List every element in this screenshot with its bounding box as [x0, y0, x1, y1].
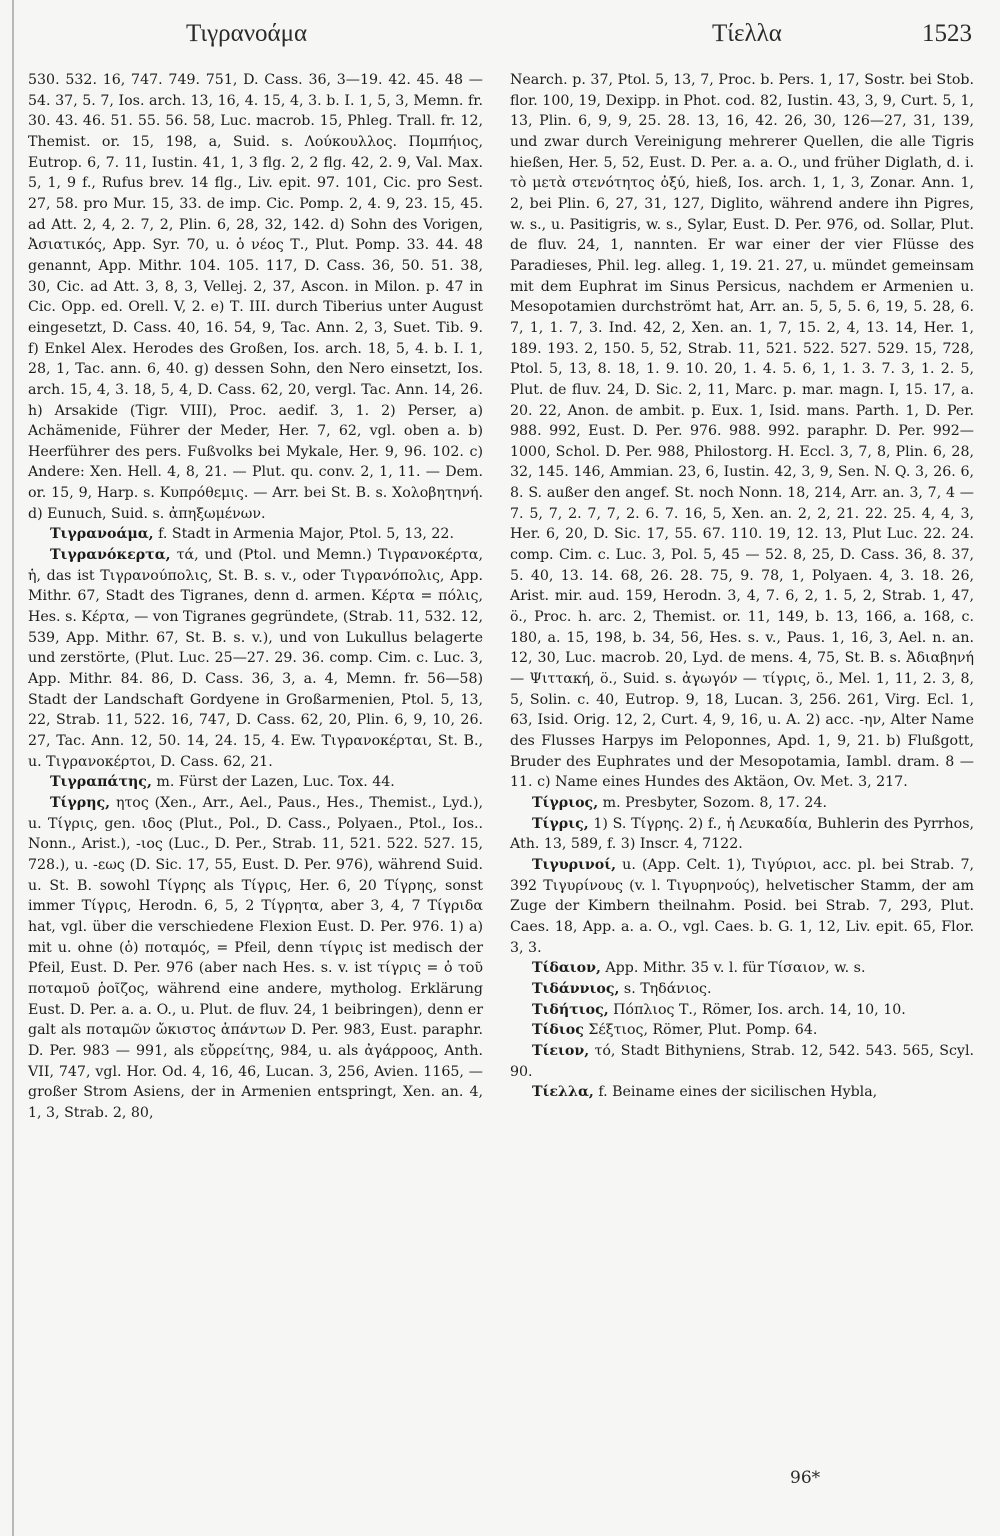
entry-body: τό, Stadt Bithyniens, Strab. 12, 542. 543. 565, Scyl. 90. — [510, 1042, 974, 1080]
dictionary-entry — [510, 1041, 974, 1082]
entry-headword: Τιγρανόκερτα, — [50, 547, 171, 564]
dictionary-entry — [510, 814, 974, 855]
entry-headword: Τίγριος, — [532, 794, 599, 811]
entry-body: Nearch. p. 37, Ptol. 5, 13, 7, Proc. b. Pers. 1, 17, Sostr. bei Stob. flor. 100, 19, Dexipp. in Phot. cod. 82, Iustin. 43, 3, 9, Curt. 5, 1, 13, Plin. 6, 9, 9, 25. 28. 13, 16, 42. 26, 30, 126—27, 31, 139, und zwar durch Vereinigung mehrerer Quellen, die alle Tigris hießen, Her. 5, 52, Eust. D. Per. a. a. O., und früher Diglath, d. i. τὸ μετὰ στενότητος ὀξύ, hieß, Ios. arch. 1, 1, 3, Zonar. Ann. 1, 2, bei Plin. 6, 27, 31, 127, Diglito, während andere ihn Pigres, w. s., u. Pasitigris, w. s., Sylar, Eust. D. Per. 976, od. Sollar, Plut. de fluv. 24, 1, nannten. Er war einer der vier Flüsse des Paradieses, Phil. leg. alleg. 1, 19. 21. 27, u. mündet gemeinsam mit dem Euphrat im Sinus Persicus, nachdem er Armenien u. Mesopotamien durchströmt hat, Arr. an. 5, 5, 5. 6, 19, 5. 28, 6. 7, 1, 1. 7, 3. Ind. 42, 2, Xen. an. 1, 7, 15. 2, 4, 13. 14, Her. 1, 189. 193. 2, 150. 5, 52, Strab. 11, 521. 522. 527. 529. 15, 728, Ptol. 5, 13, 8. 18, 1. 9. 10. 20, 1. 4. 5. 6, 1, 1. 3. 7. 3, 1. 2. 5, Plut. de fluv. 24, D. Sic. 2, 11, Marc. p. mar. magn. I, 15. 17, a. 20. 22, Anon. de ambit. p. Eux. 1, Isid. mans. Parth. 1, D. Per. 988. 992, Eust. D. Per. 976. 988. 992. paraphr. D. Per. 992—1000, Schol. D. Per. 988, Philostorg. H. Eccl. 3, 7, 8, Plin. 6, 28, 32, 145. 146, Ammian. 23, 6, Iustin. 42, 3, 9, Sen. N. Q. 3, 26. 6, 8. S. außer den angef. St. noch Nonn. 18, 214, Arr. an. 3, 7, 4 — 7. 5, 7, 2. 7, 7, 2. 6. 7. 16, 5, Xen. an. 2, 2, 21. 22. 25. 4, 4, 3, Her. 6, 20, D. Sic. 17, 55. 67. 110. 19, 12. 13, Plut Luc. 22. 24. comp. Cim. c. Luc. 3, Pol. 5, 45 — 52. 8, 25, D. Cass. 36, 8. 37, 5. 40, 13. 14. 68, 26. 28. 75, 9. 78, 1, Polyaen. 4, 3. 18. 26, Arist. mir. aud. 159, Herodn. 3, 4, 7. 6, 2, 1. 5, 2, Strab. 1, 47, ö., Proc. h. arc. 2, Themist. or. 11, 149, b. 13, 166, a. 168, c. 180, a. 15, 198, b. 34, 56, Hes. s. v., Paus. 1, 16, 3, Ael. n. an. 12, 30, Luc. macrob. 20, Lyd. de mens. 4, 75, St. B. s. Ἀδιαβηνή — Ψιττακή, ö., Suid. s. ἀγωγόν — τίγρις, ö., Mel. 1, 11, 2. 3, 8, 5, Solin. c. 40, Eutrop. 9, 18, Lucan. 3, 256. 261, Virg. Ecl. 1, 63, Isid. Orig. 12, 2, Curt. 4, 9, 16, u. A. 2) acc. -ην, Alter Name des Flusses Harpys im Peloponnes, Apd. 1, 9, 21. b) Flußgott, Bruder des Euphrates und der Mesopotamia, Iambl. dram. 8 — 11. c) Name eines Hundes des Aktäon, Ov. Met. 3, 217. — [510, 72, 974, 791]
last-headword: Τίελλα — [712, 20, 782, 47]
entry-body: s. Τηδάνιος. — [619, 980, 712, 997]
entry-headword: Τιγραπάτης, — [50, 774, 152, 791]
entry-headword: Τίδιος — [532, 1022, 584, 1039]
right-column — [510, 70, 974, 1103]
entry-body: Σέξτιος, Römer, Plut. Pomp. 64. — [583, 1022, 818, 1039]
entry-continuation — [510, 70, 974, 793]
dictionary-entry — [28, 772, 483, 793]
entry-headword: Τιδάννιος, — [532, 980, 620, 997]
entry-body: f. Stadt in Armenia Major, Ptol. 5, 13, 22. — [153, 526, 454, 543]
entry-body: Πόπλιος Τ., Römer, Ios. arch. 14, 10, 10. — [608, 1001, 906, 1018]
signature-mark: 96* — [790, 1468, 821, 1488]
entry-headword: Τίγρης, — [50, 794, 111, 811]
dictionary-entry — [510, 1082, 974, 1103]
entry-body: u. (App. Celt. 1), Τιγύριοι, acc. pl. bei Strab. 7, 392 Τιγυρίνους (v. l. Τιγυρηνούς), helvetischer Stamm, der am Zuge der Kimbern theilnahm. Posid. bei Strab. 7, 293, Plut. Caes. 18, App. a. a. O., vgl. Caes. b. G. 1, 12, Liv. epit. 65, Flor. 3, 3. — [510, 856, 974, 956]
entry-body: App. Mithr. 35 v. l. für Τίσαιον, w. s. — [600, 960, 866, 977]
entry-body: τά, und (Ptol. und Memn.) Τιγρανοκέρτα, ἡ, das ist Τιγρανούπολις, St. B. s. v., oder Τιγρανόπολις, App. Mithr. 67, Stadt des Tigranes, denn d. armen. Κέρτα = πόλις, Hes. s. Κέρτα, — von Tigranes gegründete, (Strab. 11, 532. 12, 539, App. Mithr. 67, St. B. s. v.), und von Lukullus belagerte und zerstörte, (Plut. Luc. 25—27. 29. 36. comp. Cim. c. Luc. 3, App. Mithr. 84. 86, D. Cass. 36, 3, a. 4, Memn. fr. 56—58) Stadt der Landschaft Gordyene in Großarmenien, Ptol. 5, 13, 22, Strab. 11, 522. 16, 747, D. Cass. 62, 20, Plin. 6, 9, 10, 26. 27, Tac. Ann. 12, 50. 14, 24. 15, 4. Ew. Τιγρανοκέρται, St. B., u. Τιγρανοκέρτοι, D. Cass. 62, 21. — [28, 547, 483, 770]
dictionary-entry — [28, 524, 483, 545]
dictionary-entry — [510, 855, 974, 958]
dictionary-entry — [28, 793, 483, 1124]
entry-headword: Τίελλα, — [532, 1084, 594, 1101]
entry-headword: Τιγυρινοί, — [532, 856, 617, 873]
entry-body: ητος (Xen., Arr., Ael., Paus., Hes., Themist., Lyd.), u. Τίγρις, gen. ιδος (Plut., Pol., D. Cass., Polyaen., Ptol., Ios.. Nonn., Arist.), -ιος (Luc., D. Per., Strab. 11, 521. 522. 527. 15, 728.), u. -εως (D. Sic. 17, 55, Eust. D. Per. 976), während Suid. u. St. B. sowohl Τίγρης als Τίγρις, Her. 6, 20 Τίγρης, sonst immer Τίγρις, Herodn. 6, 5, 2 Τίγρητα, aber 3, 4, 7 Τίγριδα hat, vgl. über die verschiedene Flexion Eust. D. Per. 976. 1) a) mit u. ohne (ὁ) ποταμός, = Pfeil, denn τίγρις ist medisch der Pfeil, Eust. D. Per. 976 (aber nach Hes. s. v. ist τίγρις = ὁ τοῦ ποταμοῦ ῥοῖζος, während eine andere, mytholog. Erklärung Eust. D. Per. a. a. O., u. Plut. de fluv. 24, 1 beibringen), denn er galt als ποταμῶν ὤκιστος ἁπάντων D. Per. 983, Eust. paraphr. D. Per. 983 — 991, als εὔρρείτης, 984, u. als ἀγάρροος, Anth. VII, 747, vgl. Hor. Od. 4, 16, 46, Lucan. 3, 256, Avien. 1165, — großer Strom Asiens, der in Armenien entspringt, Xen. an. 4, 1, 3, Strab. 2, 80, — [28, 794, 483, 1121]
dictionary-entry — [510, 958, 974, 979]
dictionary-entry — [510, 1000, 974, 1021]
dictionary-entry — [510, 1020, 974, 1041]
dictionary-entry — [510, 793, 974, 814]
entry-headword: Τιγρανοάμα, — [50, 526, 154, 543]
entry-headword: Τιδήτιος, — [532, 1001, 609, 1018]
entry-headword: Τίγρις, — [532, 815, 589, 832]
left-column — [28, 70, 483, 1123]
scan-binding-edge — [12, 0, 14, 1536]
dictionary-entry — [510, 979, 974, 1000]
entry-headword: Τίδαιον, — [532, 960, 601, 977]
entry-continuation — [28, 70, 483, 524]
entry-body: 530. 532. 16, 747. 749. 751, D. Cass. 36, 3—19. 42. 45. 48 — 54. 37, 5. 7, Ios. arch. 13, 16, 4. 15, 4, 3. b. I. 1, 5, 3, Memn. fr. 30. 43. 46. 51. 55. 56. 58, Luc. macrob. 15, Phleg. Trall. fr. 12, Themist. or. 15, 198, a, Suid. s. Λούκουλλος. Πομπήιος, Eutrop. 6, 7. 11, Iustin. 41, 1, 3 flg. 2, 2 flg. 42, 2. 9, Val. Max. 5, 1, 9 f., Rufus brev. 14 flg., Liv. epit. 97. 101, Cic. pro Sest. 27, 58. pro Mur. 15, 33. de imp. Cic. Pomp. 2, 4. 9, 23. 15, 45. ad Att. 2, 4, 2. 7, 2, Plin. 6, 28, 32, 142. d) Sohn des Vorigen, Ἀσιατικός, App. Syr. 70, u. ὁ νέος Τ., Plut. Pomp. 33. 44. 48 genannt, App. Mithr. 104. 105. 117, D. Cass. 36, 50. 51. 38, 30, Cic. ad Att. 3, 8, 3, Vellej. 2, 37, Ascon. in Milon. p. 47 in Cic. Opp. ed. Orell. V, 2. e) Τ. III. durch Tiberius unter August eingesetzt, D. Cass. 40, 16. 54, 9, Tac. Ann. 2, 3, Suet. Tib. 9. f) Enkel Alex. Herodes des Großen, Ios. arch. 18, 5, 4. b. I. 1, 28, 1, Tac. ann. 6, 40. g) dessen Sohn, den Nero einsetzt, Ios. arch. 15, 4, 3. 18, 5, 4, D. Cass. 62, 20, vergl. Tac. Ann. 14, 26. h) Arsakide (Tigr. VIII), Proc. aedif. 3, 1. 2) Perser, a) Achämenide, Führer der Meder, Her. 7, 62, vgl. oben a. b) Heerführer des pers. Fußvolks bei Mykale, Her. 9, 96. 102. c) Andere: Xen. Hell. 4, 8, 21. — Plut. qu. conv. 2, 1, 11. — Dem. or. 15, 9, Harp. s. Κυπρόθεμις. — Arr. bei St. B. s. Χολοβητηνή. d) Eunuch, Suid. s. ἀπηξωμένων. — [28, 72, 483, 522]
entry-body: m. Presbyter, Sozom. 8, 17. 24. — [598, 794, 827, 811]
dictionary-entry — [28, 545, 483, 772]
page-number: 1523 — [922, 20, 972, 47]
entry-headword: Τίειον, — [532, 1042, 590, 1059]
entry-body: m. Fürst der Lazen, Luc. Tox. 44. — [151, 774, 395, 791]
first-headword: Τιγρανοάμα — [186, 20, 308, 47]
entry-body: f. Beiname eines der sicilischen Hybla, — [593, 1084, 878, 1101]
running-head — [0, 14, 1000, 54]
entry-body: 1) S. Τίγρης. 2) f., ἡ Λευκαδία, Buhlerin des Pyrrhos, Ath. 13, 589, f. 3) Inscr. 4, 7122. — [510, 815, 974, 853]
